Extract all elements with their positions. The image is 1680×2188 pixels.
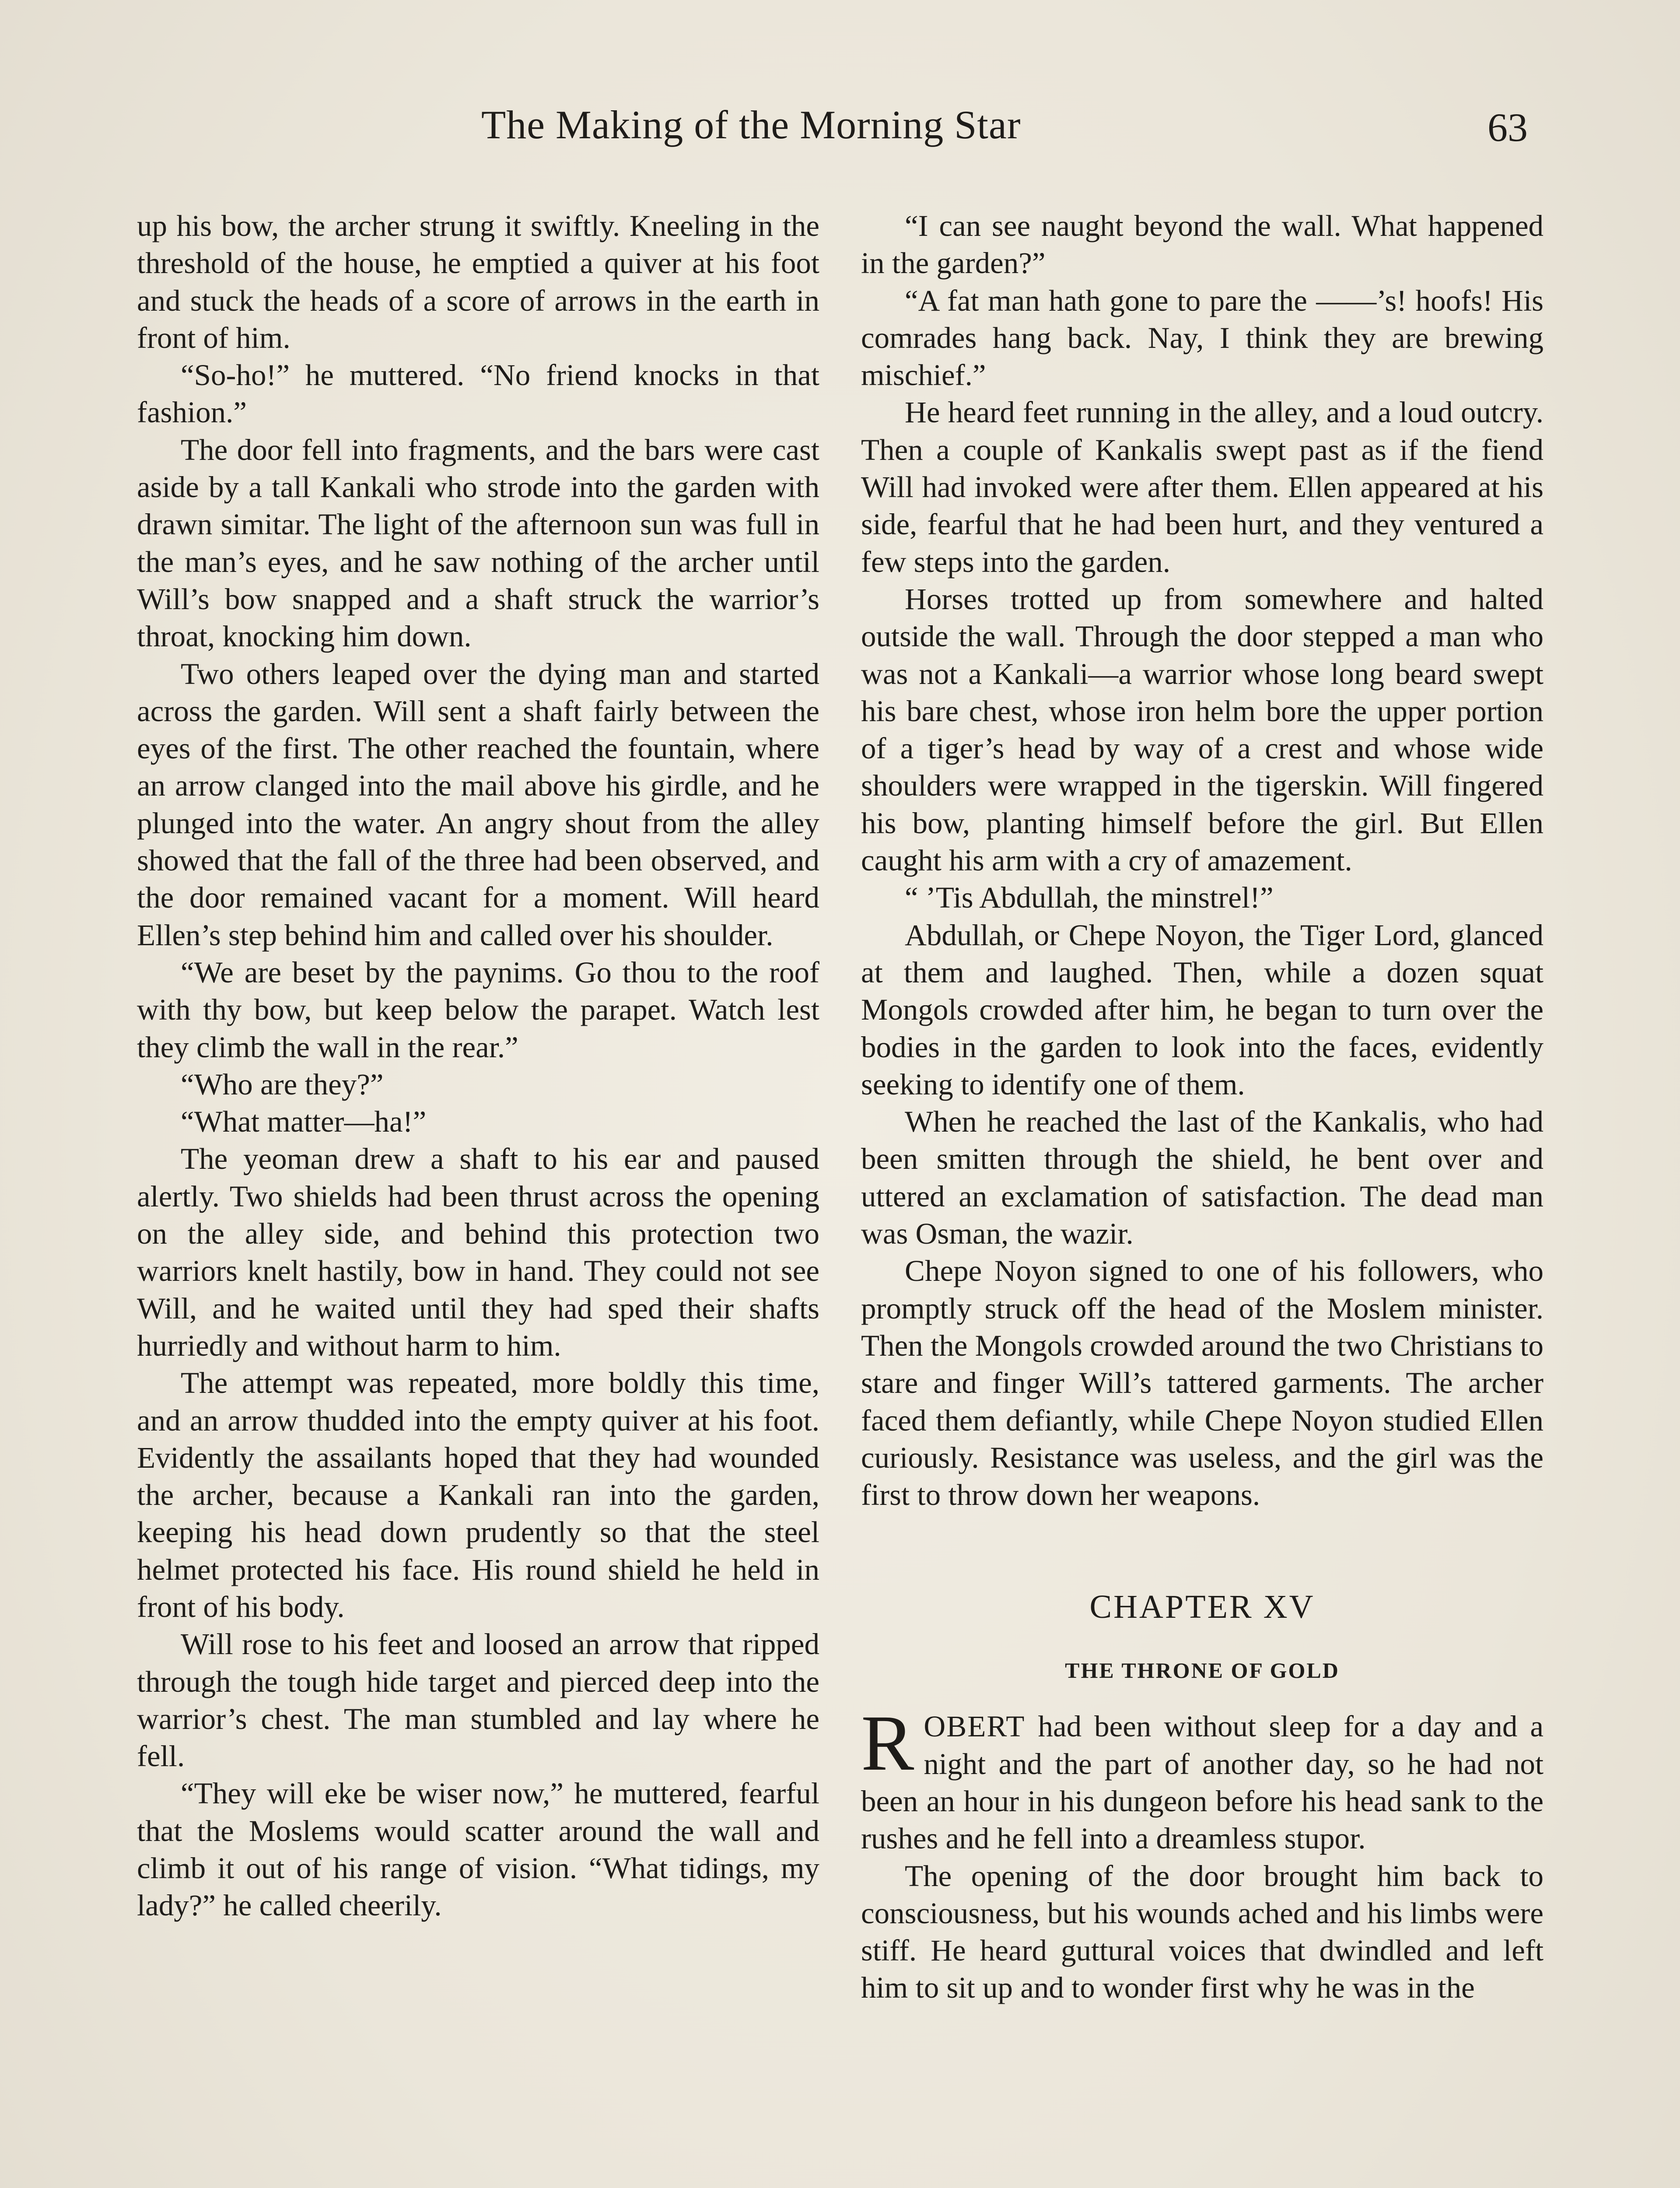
paragraph: “What matter—ha!” bbox=[181, 1105, 427, 1139]
right-text-column bbox=[861, 207, 1544, 2007]
paragraph: up his bow, the archer strung it swiftly. Kneeling in the threshold of the house, he emptied a quiver at his foot and stuck the heads of a score of arrows in the earth in front of him. bbox=[137, 209, 819, 354]
paragraph: Abdullah, or Chepe Noyon, the Tiger Lord, glanced at them and laughed. Then, while a dozen squat Mongols crowded after him, he began to turn over the bodies in the garden to look into the faces, evidently seeking to identify one of them. bbox=[861, 918, 1544, 1101]
opening-text: had been without sleep for a day and a night and the part of another day, so he had not been an hour in his dungeon before his head sank to the rushes and he fell into a dreamless stupor. bbox=[861, 1710, 1544, 1855]
paragraph: When he reached the last of the Kankalis, who had been smitten through the shield, he bent over and uttered an exclamation of satisfaction. The dead man was Osman, the wazir. bbox=[861, 1105, 1544, 1251]
paragraph: The yeoman drew a shaft to his ear and paused alertly. Two shields had been thrust across the opening on the alley side, and behind this protection two warriors knelt hastily, bow in hand. They could not see Will, and he waited until they had sped their shafts hurriedly and without harm to him. bbox=[137, 1142, 819, 1362]
paragraph: “We are beset by the paynims. Go thou to the roof with thy bow, but keep below the parapet. Watch lest they climb the wall in the rear.” bbox=[137, 955, 819, 1064]
paragraph: “They will eke be wiser now,” he muttered, fearful that the Moslems would scatter around the wall and climb it out of his range of vision. “What tidings, my lady?” he called cheerily. bbox=[137, 1777, 819, 1922]
drop-cap: R bbox=[861, 1699, 914, 1788]
chapter-subtitle: THE THRONE OF GOLD bbox=[1065, 1658, 1340, 1683]
paragraph: Will rose to his feet and loosed an arrow that ripped through the tough hide target and pierced deep into the warrior’s chest. The man stumbled and lay where he fell. bbox=[137, 1627, 819, 1773]
chapter-heading: CHAPTER XV bbox=[1089, 1588, 1315, 1626]
paragraph: “Who are they?” bbox=[181, 1067, 384, 1101]
paragraph: “So-ho!” he muttered. “No friend knocks in that fashion.” bbox=[137, 358, 819, 429]
paragraph: Horses trotted up from somewhere and halted outside the wall. Through the door stepped a man who was not a Kankali—a warrior whose long beard swept his bare chest, whose iron helm bore the upper portion of a tiger’s head by way of a crest and whose wide shoulders were wrapped in the tigerskin. Will fingered his bow, planting himself before the girl. But Ellen caught his arm with a cry of amazement. bbox=[861, 582, 1544, 877]
paragraph: Two others leaped over the dying man and started across the garden. Will sent a shaft fairly between the eyes of the first. The other reached the fountain, where an arrow clanged into the mail above his girdle, and he plunged into the water. An angry shout from the alley showed that the fall of the three had been observed, and the door remained vacant for a moment. Will heard Ellen’s step behind him and called over his shoulder. bbox=[137, 657, 819, 952]
paragraph: “ ’Tis Abdullah, the minstrel!” bbox=[905, 881, 1274, 915]
paragraph: Chepe Noyon signed to one of his followers, who promptly struck off the head of the Moslem minister. Then the Mongols crowded around the two Christians to stare and finger Will’s tattered garments. The archer faced them defiantly, while Chepe Noyon studied Ellen curiously. Resistance was useless, and the girl was the first to throw down her weapons. bbox=[861, 1254, 1544, 1512]
paragraph: “I can see naught beyond the wall. What happened in the garden?” bbox=[861, 209, 1544, 280]
paragraph: The opening of the door brought him back to consciousness, but his wounds ached and his limbs were stiff. He heard guttural voices that dwindled and left him to sit up and to wonder first why he was in the bbox=[861, 1859, 1544, 2005]
running-title: The Making of the Morning Star bbox=[481, 102, 1021, 147]
page-number: 63 bbox=[1488, 105, 1528, 150]
paragraph: “A fat man hath gone to pare the ——’s! hoofs! His comrades hang back. Nay, I think they are brewing mischief.” bbox=[861, 284, 1544, 392]
paragraph: The door fell into fragments, and the bars were cast aside by a tall Kankali who strode into the garden with drawn simitar. The light of the afternoon sun was full in the man’s eyes, and he saw nothing of the archer until Will’s bow snapped and a shaft struck the warrior’s throat, knocking him down. bbox=[137, 433, 819, 653]
opening-lead-caps: OBERT bbox=[924, 1710, 1026, 1743]
paragraph: He heard feet running in the alley, and a loud outcry. Then a couple of Kankalis swept past as if the fiend Will had invoked were after them. Ellen appeared at his side, fearful that he had been hurt, and they ventured a few steps into the garden. bbox=[861, 396, 1544, 579]
chapter-opening-paragraph bbox=[861, 1699, 1544, 1857]
paragraph: The attempt was repeated, more boldly this time, and an arrow thudded into the empty quiver at his foot. Evidently the assailants hoped that they had wounded the archer, because a Kankali ran into the garden, keeping his head down prudently so that the steel helmet protected his face. His round shield he held in front of his body. bbox=[137, 1366, 819, 1623]
left-text-column bbox=[137, 207, 819, 1925]
